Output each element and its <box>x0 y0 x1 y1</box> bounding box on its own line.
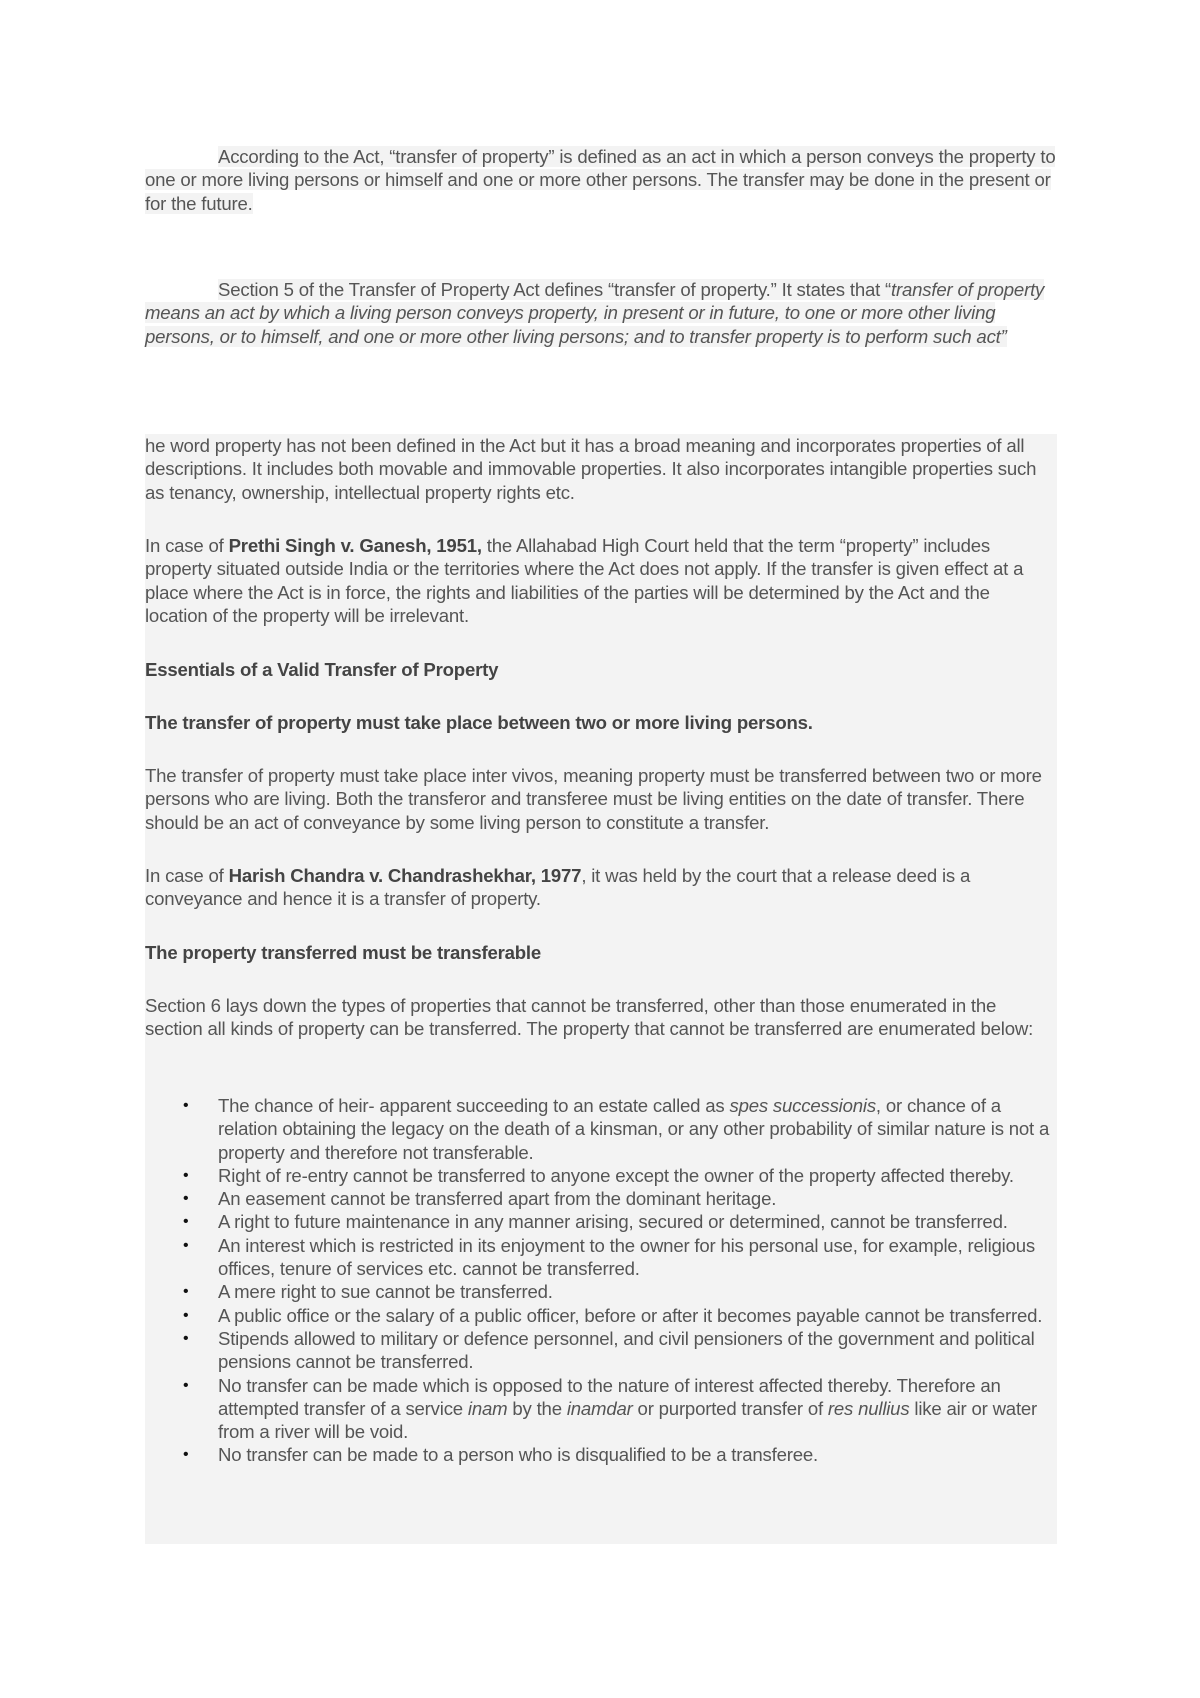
bullet-icon: • <box>183 1446 189 1464</box>
paragraph-text: According to the Act, “transfer of property” is defined as an act in which a person conveys the property to one or more living persons or himself and one or more other persons. The transfer may be done in the present or for the future. <box>145 146 1056 214</box>
list-item <box>145 1374 1057 1444</box>
paragraph-harish-chandra <box>145 864 1057 911</box>
heading-text: Essentials of a Valid Transfer of Property <box>145 659 499 680</box>
bullet-icon: • <box>183 1329 189 1347</box>
non-transferable-list <box>145 1094 1057 1467</box>
list-item-text: or purported transfer of <box>632 1397 828 1419</box>
list-item-text: by the <box>507 1397 567 1419</box>
list-item <box>145 1187 1057 1210</box>
bullet-icon: • <box>183 1097 189 1114</box>
heading-living-persons <box>145 711 1057 734</box>
list-item-text: , or chance of a relation obtaining the legacy on the death of a kinsman, or any other probability of similar nature is not a property and therefore not transferable. <box>218 1095 1050 1163</box>
list-item-text: Right of re-entry cannot be transferred to anyone except the owner of the property affected thereby. <box>218 1164 1014 1186</box>
bullet-icon: • <box>183 1190 189 1208</box>
list-item-text: Stipends allowed to military or defence personnel, and civil pensioners of the government and political pensions cannot be transferred. <box>218 1327 1035 1373</box>
case-name: Harish Chandra v. Chandrashekhar, 1977 <box>228 865 582 886</box>
paragraph-pre: In case of <box>145 535 229 556</box>
list-item-text: A mere right to sue cannot be transferred. <box>218 1281 553 1303</box>
paragraph-post: , it was held by the court that a release deed is a conveyance and hence it is a transfer of property. <box>145 865 971 910</box>
bullet-icon: • <box>183 1306 189 1324</box>
list-item-text: An easement cannot be transferred apart from the dominant heritage. <box>218 1188 777 1210</box>
bullet-icon: • <box>183 1376 189 1394</box>
paragraph-transfer-definition <box>145 145 1057 215</box>
shaded-content-block <box>145 434 1057 1544</box>
paragraph-post: the Allahabad High Court held that the term “property” includes property situated outside India or the territories where the Act does not apply. If the transfer is given effect at a place where the Act is in force, the rights and liabilities of the parties will be determined by the Act and the location of the property will be irrelevant. <box>145 535 1024 626</box>
list-item <box>145 1304 1057 1327</box>
heading-text: The transfer of property must take place between two or more living persons. <box>145 712 813 733</box>
list-item-text: No transfer can be made to a person who is disqualified to be a transferee. <box>218 1444 818 1466</box>
list-item <box>145 1327 1057 1374</box>
list-item-italic: res nullius <box>827 1397 910 1419</box>
list-item-italic: inamdar <box>566 1397 633 1419</box>
list-item-text: An interest which is restricted in its enjoyment to the owner for his personal use, for example, religious offices, tenure of services etc. cannot be transferred. <box>218 1234 1035 1280</box>
paragraph-section-6: Section 6 lays down the types of properties that cannot be transferred, other than those enumerated in the section all kinds of property can be transferred. The property that cannot be transferred are enumerated below: <box>145 995 1034 1040</box>
list-item-italic: spes successionis <box>729 1095 876 1116</box>
list-item-text: like air or water from a river will be void. <box>218 1397 1038 1443</box>
list-item-italic: inam <box>467 1397 508 1419</box>
list-item-text: The chance of heir- apparent succeeding to an estate called as <box>218 1095 730 1116</box>
list-item <box>145 1280 1057 1303</box>
heading-text: The property transferred must be transferable <box>145 942 542 963</box>
list-item-text: No transfer can be made which is opposed to the nature of interest affected thereby. Therefore an attempted transfer of a service <box>218 1374 1001 1419</box>
heading-essentials <box>145 658 1057 681</box>
section-5-quote: transfer of property means an act by which a living person conveys property, in present or in future, to one or more other living persons, or to himself, and one or more other living persons; and to transfer property is to perform such act” <box>145 279 1045 347</box>
case-name: Prethi Singh v. Ganesh, 1951, <box>228 535 482 556</box>
bullet-icon: • <box>183 1213 189 1231</box>
paragraph-lead: Section 5 of the Transfer of Property Act defines “transfer of property.” It states that “ <box>218 279 892 300</box>
list-item <box>145 1210 1057 1233</box>
paragraph-property-meaning: he word property has not been defined in the Act but it has a broad meaning and incorporates properties of all descriptions. It includes both movable and immovable properties. It also incorporates intangible properties such as tenancy, ownership, intellectual property rights etc. <box>145 435 1037 503</box>
paragraph-section-5 <box>145 278 1057 348</box>
paragraph-prethi-singh <box>145 534 1057 627</box>
list-item <box>145 1094 1057 1164</box>
list-item <box>145 1234 1057 1281</box>
bullet-icon: • <box>183 1283 189 1301</box>
list-item-text: A public office or the salary of a public officer, before or after it becomes payable cannot be transferred. <box>218 1304 1043 1326</box>
paragraph-pre: In case of <box>145 865 229 886</box>
bullet-icon: • <box>183 1236 189 1254</box>
list-item <box>145 1443 1057 1466</box>
heading-transferable <box>145 941 1057 964</box>
list-item <box>145 1164 1057 1187</box>
list-item-text: A right to future maintenance in any manner arising, secured or determined, cannot be transferred. <box>218 1211 1008 1233</box>
bullet-icon: • <box>183 1166 189 1184</box>
paragraph-inter-vivos: The transfer of property must take place inter vivos, meaning property must be transferred between two or more persons who are living. Both the transferor and transferee must be living entities on the date of transfer. There should be an act of conveyance by some living person to constitute a transfer. <box>145 765 1042 833</box>
